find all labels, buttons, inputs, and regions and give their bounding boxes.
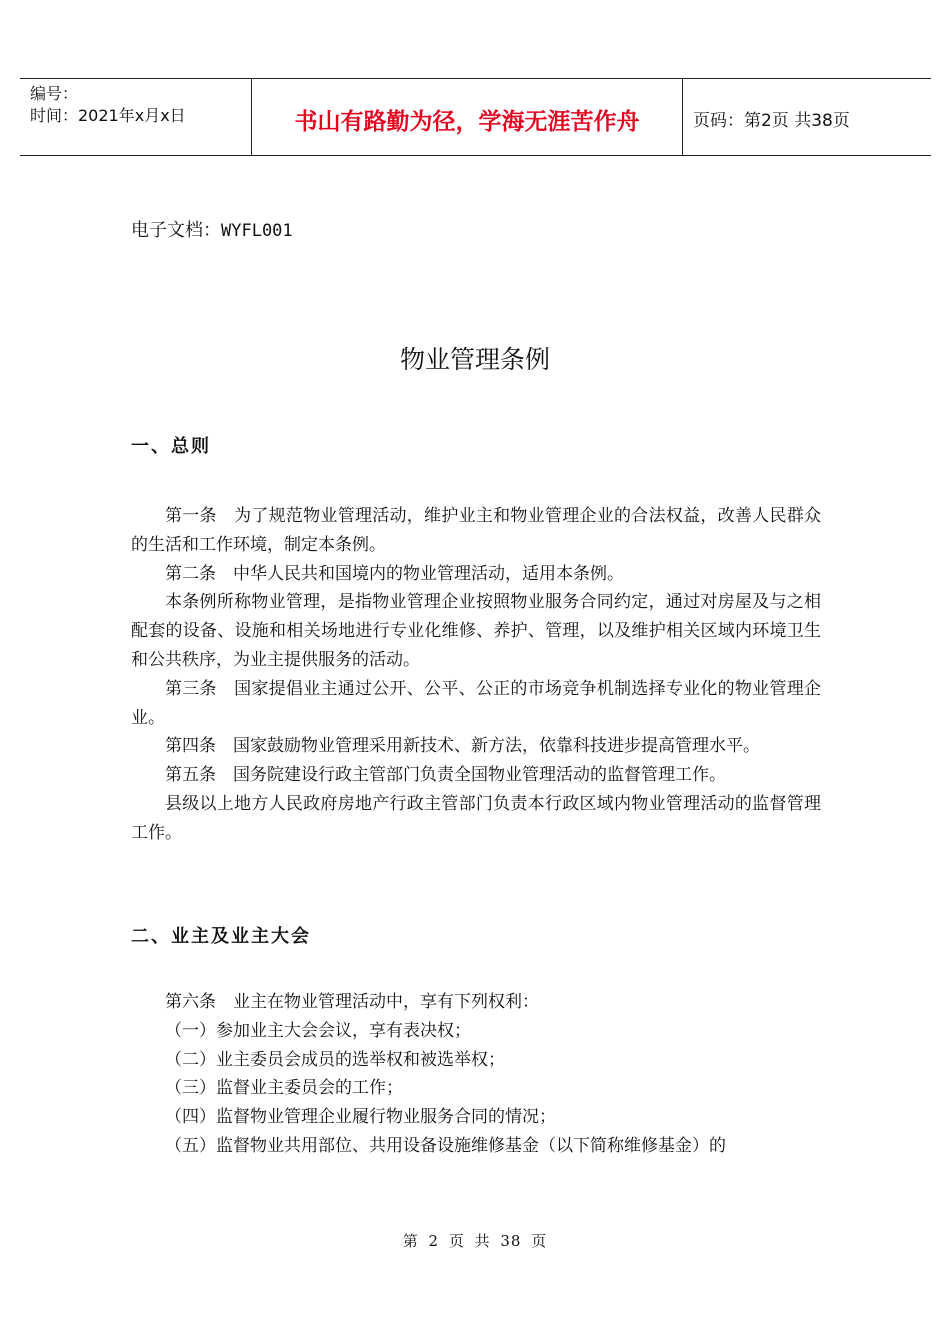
- document-code-value: WYFL001: [221, 221, 293, 241]
- paragraph-local-authority: 县级以上地方人民政府房地产行政主管部门负责本行政区域内物业管理活动的监督管理工作。: [131, 793, 821, 843]
- section-heading-general: 一、总则: [131, 436, 211, 457]
- list-item-right-4: （四）监督物业管理企业履行物业服务合同的情况；: [165, 1107, 556, 1128]
- paragraph-article-3: 第三条 国家提倡业主通过公开、公平、公正的市场竞争机制选择专业化的物业管理企业。: [131, 678, 821, 728]
- section-owners-body: [131, 988, 821, 1161]
- number-label: 编号：: [30, 84, 79, 103]
- paragraph-article-6: 第六条 业主在物业管理活动中，享有下列权利：: [165, 992, 539, 1012]
- section-general-body: [131, 502, 821, 848]
- paragraph-article-4: 第四条 国家鼓励物业管理采用新技术、新方法，依靠科技进步提高管理水平。: [165, 736, 760, 757]
- paragraph-article-1: 第一条 为了规范物业管理活动，维护业主和物业管理企业的合法权益，改善人民群众的生活和工作环境，制定本条例。: [131, 506, 821, 555]
- header-motto: 书山有路勤为径，学海无涯苦作舟: [252, 79, 683, 155]
- page-footer: 第 2 页 共 38 页: [402, 1232, 548, 1250]
- list-item-right-5: （五）监督物业共用部位、共用设备设施维修基金（以下简称维修基金）的: [165, 1135, 726, 1156]
- paragraph-article-5: 第五条 国务院建设行政主管部门负责全国物业管理活动的监督管理工作。: [165, 765, 726, 786]
- header-meta: [20, 79, 252, 155]
- paragraph-article-2: 第二条 中华人民共和国境内的物业管理活动，适用本条例。: [165, 563, 624, 584]
- list-item-right-2: （二）业主委员会成员的选举权和被选举权；: [165, 1049, 505, 1070]
- document-code-label: 电子文档：: [131, 220, 221, 241]
- section-heading-owners: 二、业主及业主大会: [131, 926, 311, 947]
- header-page-info: 页码：第2页 共38页: [693, 110, 850, 131]
- page-title: 物业管理条例: [399, 345, 550, 374]
- document-code: [131, 216, 293, 242]
- list-item-right-1: （一）参加业主大会会议，享有表决权；: [165, 1020, 471, 1041]
- paragraph-definition: 本条例所称物业管理，是指物业管理企业按照物业服务合同约定，通过对房屋及与之相配套的设备、设施和相关场地进行专业化维修、养护、管理，以及维护相关区域内环境卫生和公共秩序，为业主提供服务的活动。: [131, 592, 821, 670]
- document-header: [20, 78, 931, 156]
- list-item-right-3: （三）监督业主委员会的工作；: [165, 1078, 403, 1099]
- time-label: 时间：2021年x月x日: [30, 106, 186, 125]
